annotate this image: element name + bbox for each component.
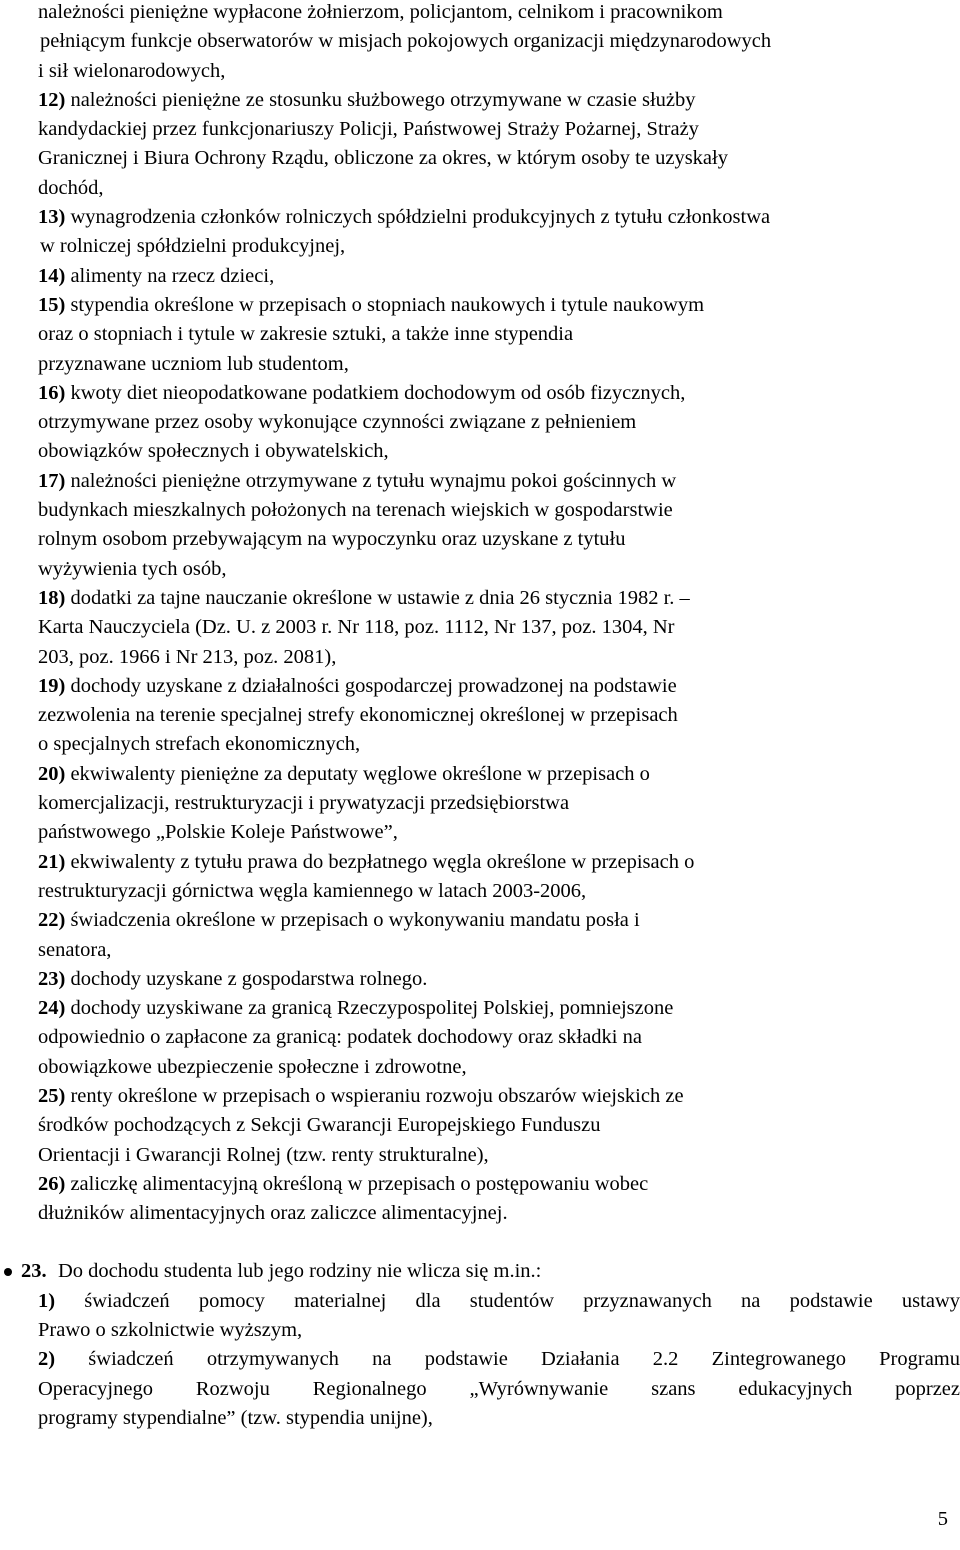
list-item-number: 24) (38, 997, 66, 1020)
list-item-number: 16) (38, 381, 66, 404)
list-item-text: obowiązkowe ubezpieczenie społeczne i zdrowotne, (38, 1055, 467, 1078)
list-item-text: dochody uzyskiwane za granicą Rzeczypospolitej Polskiej, pomniejszone (65, 997, 674, 1020)
list-item-text: komercjalizacji, restrukturyzacji i prywatyzacji przedsiębiorstwa (38, 792, 570, 815)
list-item-line (0, 936, 960, 965)
list-item-line (0, 115, 960, 144)
list-item-text: rolnym osobom przebywającym na wypoczynku oraz uzyskane z tytułu (38, 528, 626, 551)
list-item-start (0, 86, 960, 115)
list-item-text: obowiązków społecznych i obywatelskich, (38, 440, 389, 463)
list-item-number: 15) (38, 293, 66, 316)
list-item-line (0, 144, 960, 173)
list-item-text: świadczenia określone w przepisach o wykonywaniu mandatu posła i (65, 909, 640, 932)
list-item-text: renty określone w przepisach o wspieraniu rozwoju obszarów wiejskich ze (65, 1084, 684, 1107)
list-item-start (0, 1170, 960, 1199)
list-item-line (0, 818, 960, 847)
list-item-line (0, 613, 960, 642)
list-item-text: wynagrodzenia członków rolniczych spółdzielni produkcyjnych z tytułu członkostwa (65, 206, 771, 229)
list-item-number: 17) (38, 469, 66, 492)
list-item-text: środków pochodzących z Sekcji Gwarancji Europejskiego Funduszu (38, 1114, 601, 1137)
list-item-line (0, 57, 960, 86)
page-number: 5 (937, 1507, 948, 1530)
list-item-line (0, 408, 960, 437)
list-item-line (0, 437, 960, 466)
section-title: Do dochodu studenta lub jego rodziny nie wlicza się m.in.: (58, 1260, 542, 1283)
list-item-start (0, 584, 960, 613)
section-item-start (0, 1287, 960, 1316)
list-item-start (0, 467, 960, 496)
list-item-line (0, 1023, 960, 1052)
list-item-start (0, 760, 960, 789)
list-item-text: w rolniczej spółdzielni produkcyjnej, (40, 235, 346, 258)
list-item-text: stypendia określone w przepisach o stopniach naukowych i tytule naukowym (65, 293, 705, 316)
list-item-text: senatora, (38, 938, 112, 961)
section-item-text: świadczeń otrzymywanych na podstawie Działania 2.2 Zintegrowanego Programu (55, 1348, 960, 1371)
list-item-line (0, 1053, 960, 1082)
list-item-text: restrukturyzacji górnictwa węgla kamiennego w latach 2003-2006, (38, 879, 587, 902)
list-item-number: 12) (38, 88, 66, 111)
list-item-text: Orientacji i Gwarancji Rolnej (tzw. renty strukturalne), (38, 1143, 489, 1166)
list-item-start (0, 379, 960, 408)
section-item-text: Prawo o szkolnictwie wyższym, (38, 1319, 303, 1342)
list-item-text: i sił wielonarodowych, (38, 59, 226, 82)
list-item-text: należności pieniężne otrzymywane z tytułu wynajmu pokoi gościnnych w (65, 469, 677, 492)
section-item-line (0, 1375, 960, 1404)
list-item-text: dodatki za tajne nauczanie określone w ustawie z dnia 26 stycznia 1982 r. – (65, 586, 690, 609)
bullet-icon (4, 1268, 12, 1276)
list-item-text: ekwiwalenty z tytułu prawa do bezpłatnego węgla określone w przepisach o (65, 850, 695, 873)
list-item-line (0, 525, 960, 554)
list-item-text: kandydackiej przez funkcjonariuszy Policji, Państwowej Straży Pożarnej, Straży (38, 118, 699, 141)
section-item-number: 2) (38, 1348, 56, 1371)
list-item-line (0, 730, 960, 759)
list-item-line (0, 232, 960, 261)
list-item-text: zezwolenia na terenie specjalnej strefy ekonomicznej określonej w przepisach (38, 704, 678, 727)
list-item-line (0, 1199, 960, 1228)
section-item-start (0, 1345, 960, 1374)
list-item-text: dochód, (38, 176, 104, 199)
section-item-text: programy stypendialne” (tzw. stypendia unijne), (38, 1406, 433, 1429)
list-item-text: należności pieniężne ze stosunku służbowego otrzymywane w czasie służby (65, 88, 696, 111)
list-item-text: kwoty diet nieopodatkowane podatkiem dochodowym od osób fizycznych, (65, 381, 686, 404)
list-item-text: Karta Nauczyciela (Dz. U. z 2003 r. Nr 118, poz. 1112, Nr 137, poz. 1304, Nr (38, 616, 675, 639)
section-item-text: świadczeń pomocy materialnej dla studentów przyznawanych na podstawie ustawy (55, 1289, 960, 1312)
list-item-start (0, 906, 960, 935)
list-item-line (0, 789, 960, 818)
list-item-text: budynkach mieszkalnych położonych na terenach wiejskich w gospodarstwie (38, 499, 673, 522)
list-item-line (0, 555, 960, 584)
list-item-line (0, 1111, 960, 1140)
list-item-text: ekwiwalenty pieniężne za deputaty węglowe określone w przepisach o (65, 762, 650, 785)
list-item-line (0, 174, 960, 203)
section-heading (0, 1257, 960, 1286)
section-item-number: 1) (38, 1289, 56, 1312)
list-item-start (0, 994, 960, 1023)
list-item-number: 13) (38, 206, 66, 229)
list-item-text: oraz o stopniach i tytule w zakresie sztuki, a także inne stypendia (38, 323, 574, 346)
list-item-start (0, 672, 960, 701)
list-item-line (0, 496, 960, 525)
list-item-start (0, 291, 960, 320)
list-item-line (0, 877, 960, 906)
list-item-line (0, 0, 960, 27)
list-item-start (0, 262, 960, 291)
list-item-text: odpowiednio o zapłacone za granicą: podatek dochodowy oraz składki na (38, 1026, 642, 1049)
list-item-number: 26) (38, 1172, 66, 1195)
list-item-start (0, 848, 960, 877)
list-item-text: alimenty na rzecz dzieci, (65, 264, 275, 287)
list-item-line (0, 701, 960, 730)
section-item-text: Operacyjnego Rozwoju Regionalnego „Wyrównywanie szans edukacyjnych poprzez (38, 1377, 960, 1400)
list-item-text: pełniącym funkcje obserwatorów w misjach pokojowych organizacji międzynarodowych (40, 30, 772, 53)
list-item-text: dłużników alimentacyjnych oraz zaliczce alimentacyjnej. (38, 1202, 508, 1225)
list-item-text: państwowego „Polskie Koleje Państwowe”, (38, 821, 398, 844)
list-item-number: 14) (38, 264, 66, 287)
list-item-number: 19) (38, 674, 66, 697)
section-spacer (0, 1228, 960, 1257)
list-item-text: wyżywienia tych osób, (38, 557, 227, 580)
list-item-number: 21) (38, 850, 66, 873)
list-item-number: 22) (38, 909, 66, 932)
list-item-line (0, 1141, 960, 1170)
section-item-line (0, 1404, 960, 1433)
list-item-number: 25) (38, 1084, 66, 1107)
list-item-line (0, 350, 960, 379)
list-item-text: przyznawane uczniom lub studentom, (38, 352, 349, 375)
list-item-text: zaliczkę alimentacyjną określoną w przepisach o postępowaniu wobec (65, 1172, 649, 1195)
list-item-line (0, 27, 960, 56)
list-item-line (0, 320, 960, 349)
list-item-text: należności pieniężne wypłacone żołnierzom, policjantom, celnikom i pracownikom (38, 1, 723, 23)
list-item-text: otrzymywane przez osoby wykonujące czynności związane z pełnieniem (38, 411, 637, 434)
list-item-number: 20) (38, 762, 66, 785)
list-item-number: 18) (38, 586, 66, 609)
list-item-text: dochody uzyskane z gospodarstwa rolnego. (65, 967, 428, 990)
list-item-line (0, 643, 960, 672)
list-item-start (0, 965, 960, 994)
list-item-text: dochody uzyskane z działalności gospodarczej prowadzonej na podstawie (65, 674, 677, 697)
section-item-line (0, 1316, 960, 1345)
section-number: 23. (21, 1260, 47, 1283)
list-item-text: Granicznej i Biura Ochrony Rządu, obliczone za okres, w którym osoby te uzyskały (38, 147, 728, 170)
list-item-start (0, 203, 960, 232)
list-item-start (0, 1082, 960, 1111)
list-item-text: o specjalnych strefach ekonomicznych, (38, 733, 361, 756)
list-item-number: 23) (38, 967, 66, 990)
list-item-text: 203, poz. 1966 i Nr 213, poz. 2081), (38, 645, 337, 668)
